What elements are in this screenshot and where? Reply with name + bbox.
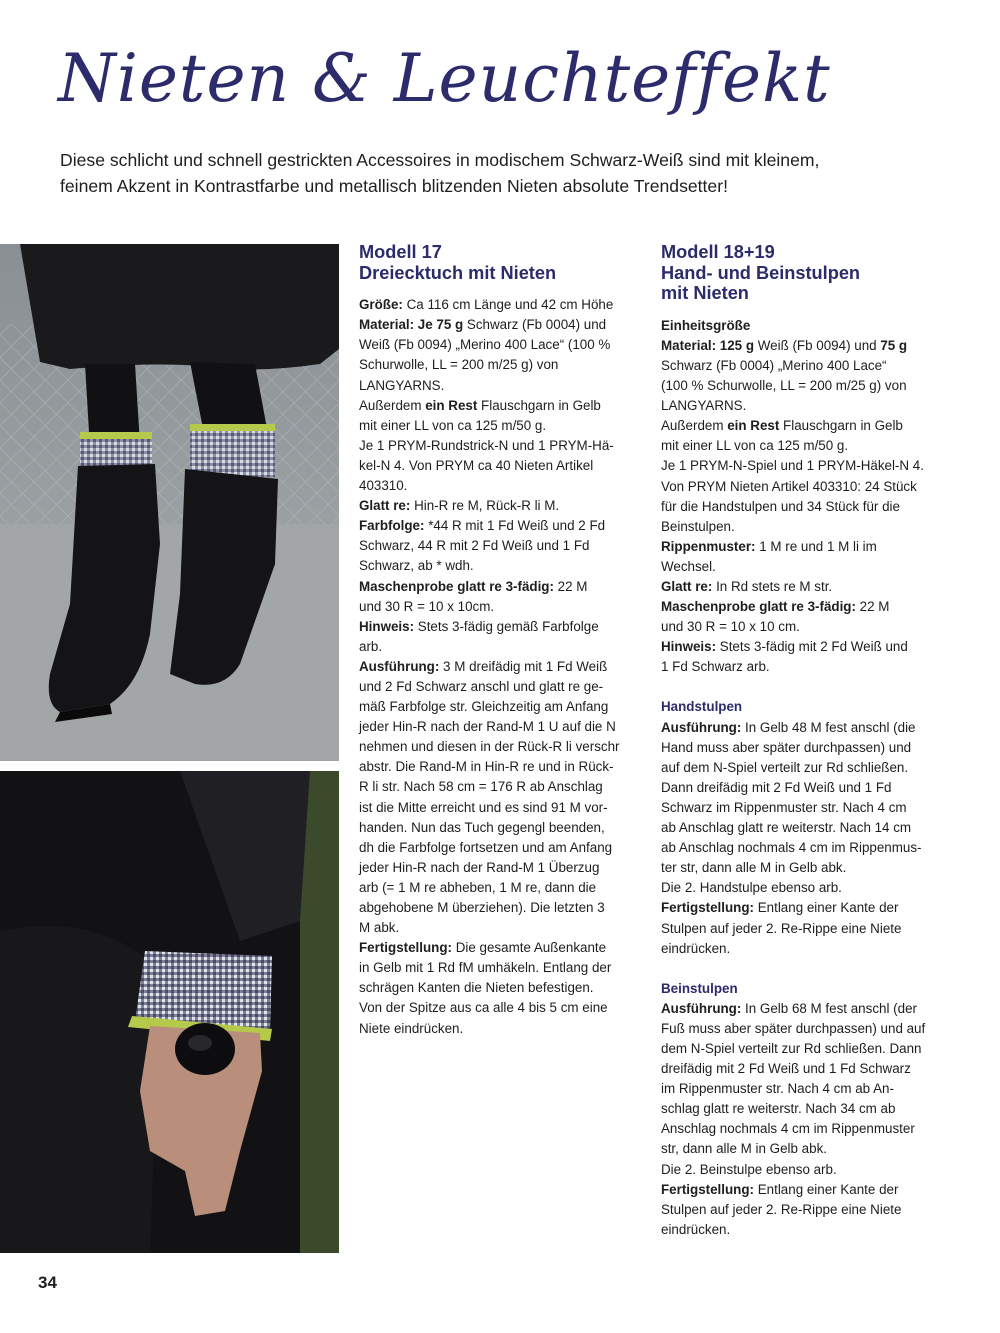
text-line <box>359 516 649 536</box>
model-18-19-materials <box>661 316 951 678</box>
text-run: und 30 R = 10 x 10 cm. <box>661 619 800 635</box>
text-line <box>661 436 951 456</box>
text-run: handen. Nun das Tuch gegengl beenden, <box>359 819 605 835</box>
text-line <box>661 537 951 557</box>
text-line <box>661 858 951 878</box>
bold-label: Farbfolge: <box>359 518 425 534</box>
text-run: Schwarz (Fb 0004) „Merino 400 Lace“ <box>661 357 887 373</box>
text-run: in Gelb mit 1 Rd fM umhäkeln. Entlang der <box>359 960 612 976</box>
text-line <box>359 577 649 597</box>
text-line <box>359 617 649 637</box>
bold-label: Rippenmuster: <box>661 538 756 554</box>
text-line <box>359 818 649 838</box>
beinstulpen-text <box>661 999 951 1240</box>
text-line <box>661 1019 951 1039</box>
text-line <box>661 1079 951 1099</box>
text-run: R li str. Nach 58 cm = 176 R ab Anschlag <box>359 779 603 795</box>
bold-label: Ausführung: <box>661 1000 742 1016</box>
text-run: 3 M dreifädig mit 1 Fd Weiß <box>439 658 608 674</box>
heading-line: Modell 17 <box>359 242 442 262</box>
text-run: Je 1 PRYM-N-Spiel und 1 PRYM-Häkel-N 4. <box>661 458 924 474</box>
text-line <box>661 818 951 838</box>
text-line <box>661 778 951 798</box>
bold-label: Ausführung: <box>661 719 742 735</box>
text-run: 1 M re und 1 M li im <box>755 538 877 554</box>
text-line <box>661 1119 951 1139</box>
text-run: Die 2. Handstulpe ebenso arb. <box>661 880 842 896</box>
text-line <box>661 1139 951 1159</box>
text-line <box>359 958 649 978</box>
text-line <box>661 1099 951 1119</box>
text-line <box>359 315 649 335</box>
handstulpen-text <box>661 718 951 959</box>
text-run: ab Anschlag nochmals 4 cm im Rippenmus- <box>661 840 922 856</box>
text-line <box>359 938 649 958</box>
page-number: 34 <box>38 1273 57 1292</box>
text-run: str, dann alle M in Gelb abk. <box>661 1141 827 1157</box>
heading-line: Modell 18+19 <box>661 242 775 262</box>
text-run: dem N-Spiel verteilt zur Rd schließen. Dann <box>661 1040 922 1056</box>
text-line <box>661 577 951 597</box>
bold-label: Glatt re: <box>359 498 411 514</box>
text-line <box>661 617 951 637</box>
model-17-text <box>359 295 649 1038</box>
bold-label: Größe: <box>359 297 403 313</box>
text-run: Hin-R re M, Rück-R li M. <box>410 498 560 514</box>
text-run: 403310. <box>359 478 408 494</box>
text-line <box>661 557 951 577</box>
text-run: jeder Hin-R nach der Rand-M 1 U auf die N <box>359 719 616 735</box>
text-line <box>661 456 951 476</box>
text-line <box>661 738 951 758</box>
text-run: Stets 3-fädig gemäß Farbfolge <box>414 618 599 634</box>
text-line <box>359 878 649 898</box>
text-run: Stulpen auf jeder 2. Re-Rippe eine Niete <box>661 1201 902 1217</box>
text-line <box>661 758 951 778</box>
text-run: Hand muss aber später durchpassen) und <box>661 739 912 755</box>
text-line <box>359 998 649 1018</box>
text-line <box>661 1039 951 1059</box>
text-run: dh die Farbfolge fortsetzen und am Anfang <box>359 839 613 855</box>
text-line <box>359 536 649 556</box>
text-run: im Rippenmuster str. Nach 4 cm ab An- <box>661 1081 894 1097</box>
text-run: jeder Hin-R nach der Rand-M 1 Überzug <box>359 859 600 875</box>
text-line <box>661 396 951 416</box>
text-line <box>359 597 649 617</box>
text-run: Dann dreifädig mit 2 Fd Weiß und 1 Fd <box>661 779 892 795</box>
text-run: (100 % Schurwolle, LL = 200 m/25 g) von <box>661 378 907 394</box>
text-run: dreifädig mit 2 Fd Weiß und 1 Fd Schwarz <box>661 1061 911 1077</box>
text-run: arb (= 1 M re abheben, 1 M re, dann die <box>359 879 597 895</box>
text-line <box>661 637 951 657</box>
text-run: Außerdem <box>661 418 728 434</box>
text-run: und 30 R = 10 x 10cm. <box>359 598 495 614</box>
text-line <box>661 919 951 939</box>
text-run: In Gelb 48 M fest anschl (die <box>741 719 916 735</box>
text-run: Fuß muss aber später durchpassen) und auf <box>661 1020 926 1036</box>
bold-label: Fertigstellung: <box>359 940 452 956</box>
text-line <box>359 697 649 717</box>
text-line <box>359 456 649 476</box>
text-run: arb. <box>359 638 383 654</box>
text-line <box>359 355 649 375</box>
text-run: Von PRYM Nieten Artikel 403310: 24 Stück <box>661 478 917 494</box>
text-run: 1 Fd Schwarz arb. <box>661 659 770 675</box>
bold-label: ein Rest <box>727 418 780 434</box>
text-run: Schwarz, 44 R mit 2 Fd Weiß und 1 Fd <box>359 538 590 554</box>
text-run: Flauschgarn in Gelb <box>477 397 601 413</box>
text-run: Außerdem <box>359 397 426 413</box>
text-run: Stets 3-fädig mit 2 Fd Weiß und <box>716 639 908 655</box>
text-line <box>359 476 649 496</box>
text-line <box>661 1220 951 1240</box>
handstulpen-subheading: Handstulpen <box>661 699 743 715</box>
text-run: Entlang einer Kante der <box>754 900 899 916</box>
text-line <box>359 798 649 818</box>
text-line <box>661 1200 951 1220</box>
text-line <box>661 356 951 376</box>
text-run: Schwarz (Fb 0004) und <box>463 317 607 333</box>
bold-label: Hinweis: <box>661 639 717 655</box>
text-line <box>359 436 649 456</box>
bold-label: ein Rest <box>425 397 478 413</box>
beinstulpen-subheading: Beinstulpen <box>661 980 738 996</box>
text-run: ab Anschlag glatt re weiterstr. Nach 14 cm <box>661 820 912 836</box>
model-18-19-section <box>661 242 951 1240</box>
intro-line: feinem Akzent in Kontrastfarbe und metallisch blitzenden Nieten absolute Trendsetter! <box>60 176 728 196</box>
text-run: LANGYARNS. <box>359 377 445 393</box>
text-line <box>359 838 649 858</box>
text-run: Die gesamte Außenkante <box>452 940 607 956</box>
text-run: auf dem N-Spiel verteilt zur Rd schließen. <box>661 759 909 775</box>
text-run: Beinstulpen. <box>661 518 735 534</box>
text-line <box>661 517 951 537</box>
boots-photo <box>0 244 339 761</box>
text-line <box>359 376 649 396</box>
bold-label: Maschenprobe glatt re 3-fädig: <box>359 578 554 594</box>
text-run: abgehobene M überziehen). Die letzten 3 <box>359 900 605 915</box>
text-line <box>661 1160 951 1180</box>
text-run: abstr. Die Rand-M in Hin-R re und in Rück- <box>359 759 614 775</box>
text-line <box>359 556 649 576</box>
text-line <box>661 316 951 336</box>
text-run: kel-N 4. Von PRYM ca 40 Nieten Artikel <box>359 457 594 473</box>
text-line <box>359 496 649 516</box>
text-line <box>661 477 951 497</box>
text-line <box>661 597 951 617</box>
model-18-19-heading <box>661 242 951 304</box>
bold-label: Fertigstellung: <box>661 1181 754 1197</box>
text-line <box>359 1019 649 1039</box>
text-line <box>661 878 951 898</box>
text-run: für die Handstulpen und 34 Stück für die <box>661 498 900 514</box>
heading-line: mit Nieten <box>661 283 749 304</box>
text-run: mäß Farbfolge str. Gleichzeitig am Anfang <box>359 699 609 715</box>
text-run: schrägen Kanten die Nieten befestigen. <box>359 980 594 996</box>
text-run: eindrücken. <box>661 1221 731 1237</box>
text-line <box>661 657 951 677</box>
text-line <box>661 718 951 738</box>
text-line <box>359 677 649 697</box>
text-line <box>661 1059 951 1079</box>
text-line <box>359 637 649 657</box>
text-run: Weiß (Fb 0094) „Merino 400 Lace“ (100 % <box>359 337 611 353</box>
text-line <box>661 999 951 1019</box>
text-run: schlag glatt re weiterstr. Nach 34 cm ab <box>661 1101 896 1117</box>
text-line <box>359 657 649 677</box>
text-run: Je 1 PRYM-Rundstrick-N und 1 PRYM-Hä- <box>359 437 614 453</box>
text-line <box>661 336 951 356</box>
text-line <box>359 717 649 737</box>
text-run: und 2 Fd Schwarz anschl und glatt re ge- <box>359 678 604 694</box>
text-line <box>359 416 649 436</box>
text-line <box>359 777 649 797</box>
text-run: Wechsel. <box>661 558 716 574</box>
page-title: Nieten & Leuchteffekt <box>58 40 831 117</box>
text-line <box>661 376 951 396</box>
model-17-heading <box>359 242 649 283</box>
text-line <box>661 798 951 818</box>
text-line <box>359 757 649 777</box>
text-run: 22 M <box>553 578 588 594</box>
text-run: Schwarz, ab * wdh. <box>359 558 474 574</box>
text-line <box>359 396 649 416</box>
text-line <box>661 1180 951 1200</box>
text-run: Stulpen auf jeder 2. Re-Rippe eine Niete <box>661 920 902 936</box>
text-line <box>661 416 951 436</box>
model-17-section <box>359 242 649 1039</box>
text-run: mit einer LL von ca 125 m/50 g. <box>359 417 547 433</box>
text-run: *44 R mit 1 Fd Weiß und 2 Fd <box>424 518 606 534</box>
text-run: In Rd stets re M str. <box>712 579 833 594</box>
text-run: eindrücken. <box>661 940 731 956</box>
text-run: Niete eindrücken. <box>359 1020 464 1036</box>
text-line <box>661 939 951 959</box>
heading-line: Hand- und Beinstulpen <box>661 262 861 283</box>
text-run: LANGYARNS. <box>661 398 747 414</box>
wrist-warmer-photo <box>0 771 339 1253</box>
bold-label: Material: Je 75 g <box>359 317 464 333</box>
text-run: 22 M <box>855 599 890 615</box>
bold-label: Ausführung: <box>359 658 440 674</box>
text-run: Schurwolle, LL = 200 m/25 g) von <box>359 357 559 373</box>
text-run: Ca 116 cm Länge und 42 cm Höhe <box>402 297 614 313</box>
text-run: Schwarz im Rippenmuster str. Nach 4 cm <box>661 799 907 815</box>
text-line <box>359 295 649 315</box>
text-run: Weiß (Fb 0094) und <box>754 337 881 353</box>
text-run: Anschlag nochmals 4 cm im Rippenmuster <box>661 1121 915 1137</box>
bold-label: Fertigstellung: <box>661 900 754 916</box>
bold-label: Einheitsgröße <box>661 317 751 333</box>
text-run: Von der Spitze aus ca alle 4 bis 5 cm eine <box>359 1000 608 1016</box>
intro-text <box>60 147 980 199</box>
text-line <box>359 898 649 918</box>
text-line <box>661 898 951 918</box>
text-run: mit einer LL von ca 125 m/50 g. <box>661 438 849 454</box>
bold-label: 75 g <box>880 337 908 353</box>
intro-line: Diese schlicht und schnell gestrickten Accessoires in modischem Schwarz-Weiß sind mit kleinem, <box>60 150 820 170</box>
text-line <box>359 918 649 938</box>
text-line <box>359 335 649 355</box>
text-line <box>661 838 951 858</box>
text-run: Entlang einer Kante der <box>754 1181 899 1197</box>
bold-label: Material: 125 g <box>661 337 755 353</box>
bold-label: Hinweis: <box>359 618 415 634</box>
text-run: In Gelb 68 M fest anschl (der <box>741 1000 917 1016</box>
text-run: nehmen und diesen in der Rück-R li verschr <box>359 739 620 755</box>
text-run: ter str, dann alle M in Gelb abk. <box>661 860 847 876</box>
bold-label: Glatt re: <box>661 579 713 594</box>
text-run: Flauschgarn in Gelb <box>779 418 903 434</box>
heading-line: Dreiecktuch mit Nieten <box>359 262 557 283</box>
text-line <box>661 497 951 517</box>
text-line <box>359 858 649 878</box>
text-line <box>359 737 649 757</box>
text-run: ist die Mitte erreicht und es sind 91 M vor- <box>359 799 608 815</box>
bold-label: Maschenprobe glatt re 3-fädig: <box>661 599 856 615</box>
text-run: M abk. <box>359 920 400 936</box>
text-run: Die 2. Beinstulpe ebenso arb. <box>661 1161 837 1177</box>
text-line <box>359 978 649 998</box>
